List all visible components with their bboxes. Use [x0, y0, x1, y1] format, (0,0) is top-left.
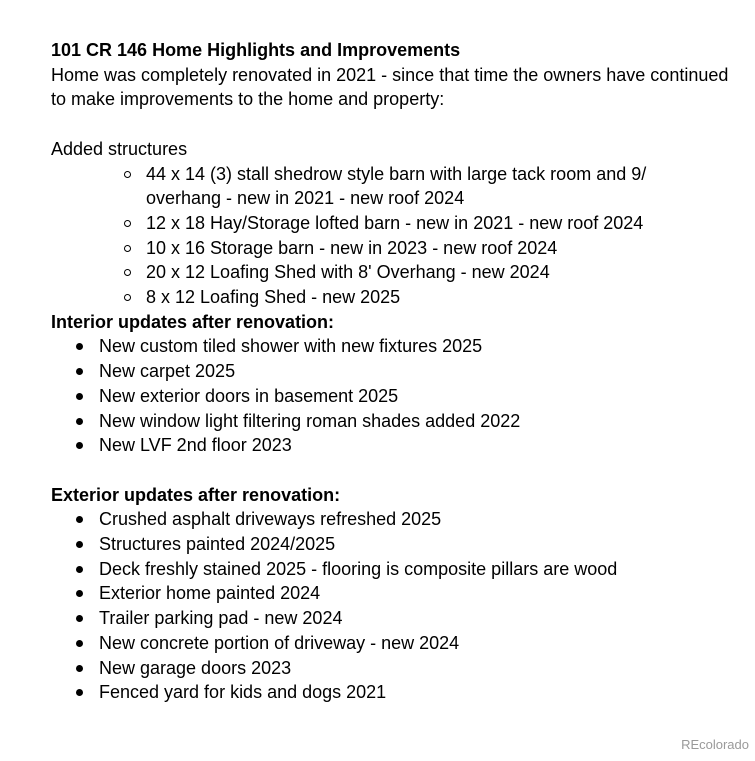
- interior-list: [51, 334, 731, 458]
- list-item: Crushed asphalt driveways refreshed 2025: [99, 507, 731, 532]
- intro-paragraph: Home was completely renovated in 2021 - since that time the owners have continued to make improvements to the home and property:: [51, 64, 729, 110]
- document-title: 101 CR 146 Home Highlights and Improvements: [51, 40, 461, 60]
- exterior-list: [51, 507, 731, 705]
- list-item: 20 x 12 Loafing Shed with 8' Overhang - new 2024: [146, 260, 671, 285]
- added-structures-heading: Added structures: [51, 138, 188, 159]
- list-item: New concrete portion of driveway - new 2024: [99, 631, 731, 656]
- list-item: Exterior home painted 2024: [99, 581, 731, 606]
- list-item: Fenced yard for kids and dogs 2021: [99, 680, 731, 705]
- list-item: Deck freshly stained 2025 - flooring is composite pillars are wood: [99, 557, 731, 582]
- list-item: 12 x 18 Hay/Storage lofted barn - new in 2021 - new roof 2024: [146, 211, 671, 236]
- list-item: New carpet 2025: [99, 359, 731, 384]
- watermark: REcolorado: [681, 737, 749, 753]
- list-item: New window light filtering roman shades added 2022: [99, 409, 731, 434]
- list-item: New LVF 2nd floor 2023: [99, 433, 731, 458]
- interior-heading: Interior updates after renovation:: [51, 311, 335, 332]
- list-item: 8 x 12 Loafing Shed - new 2025: [146, 285, 671, 310]
- list-item: Trailer parking pad - new 2024: [99, 606, 731, 631]
- added-structures-list: [51, 162, 731, 310]
- list-item: 10 x 16 Storage barn - new in 2023 - new roof 2024: [146, 236, 671, 261]
- list-item: Structures painted 2024/2025: [99, 532, 731, 557]
- document-body: [51, 38, 731, 705]
- spacer: [51, 112, 731, 137]
- list-item: New garage doors 2023: [99, 656, 731, 681]
- list-item: New exterior doors in basement 2025: [99, 384, 731, 409]
- spacer: [51, 458, 731, 483]
- list-item: 44 x 14 (3) stall shedrow style barn with large tack room and 9/ overhang - new in 2021 - new roof 2024: [146, 162, 671, 211]
- exterior-heading: Exterior updates after renovation:: [51, 484, 341, 505]
- list-item: New custom tiled shower with new fixtures 2025: [99, 334, 731, 359]
